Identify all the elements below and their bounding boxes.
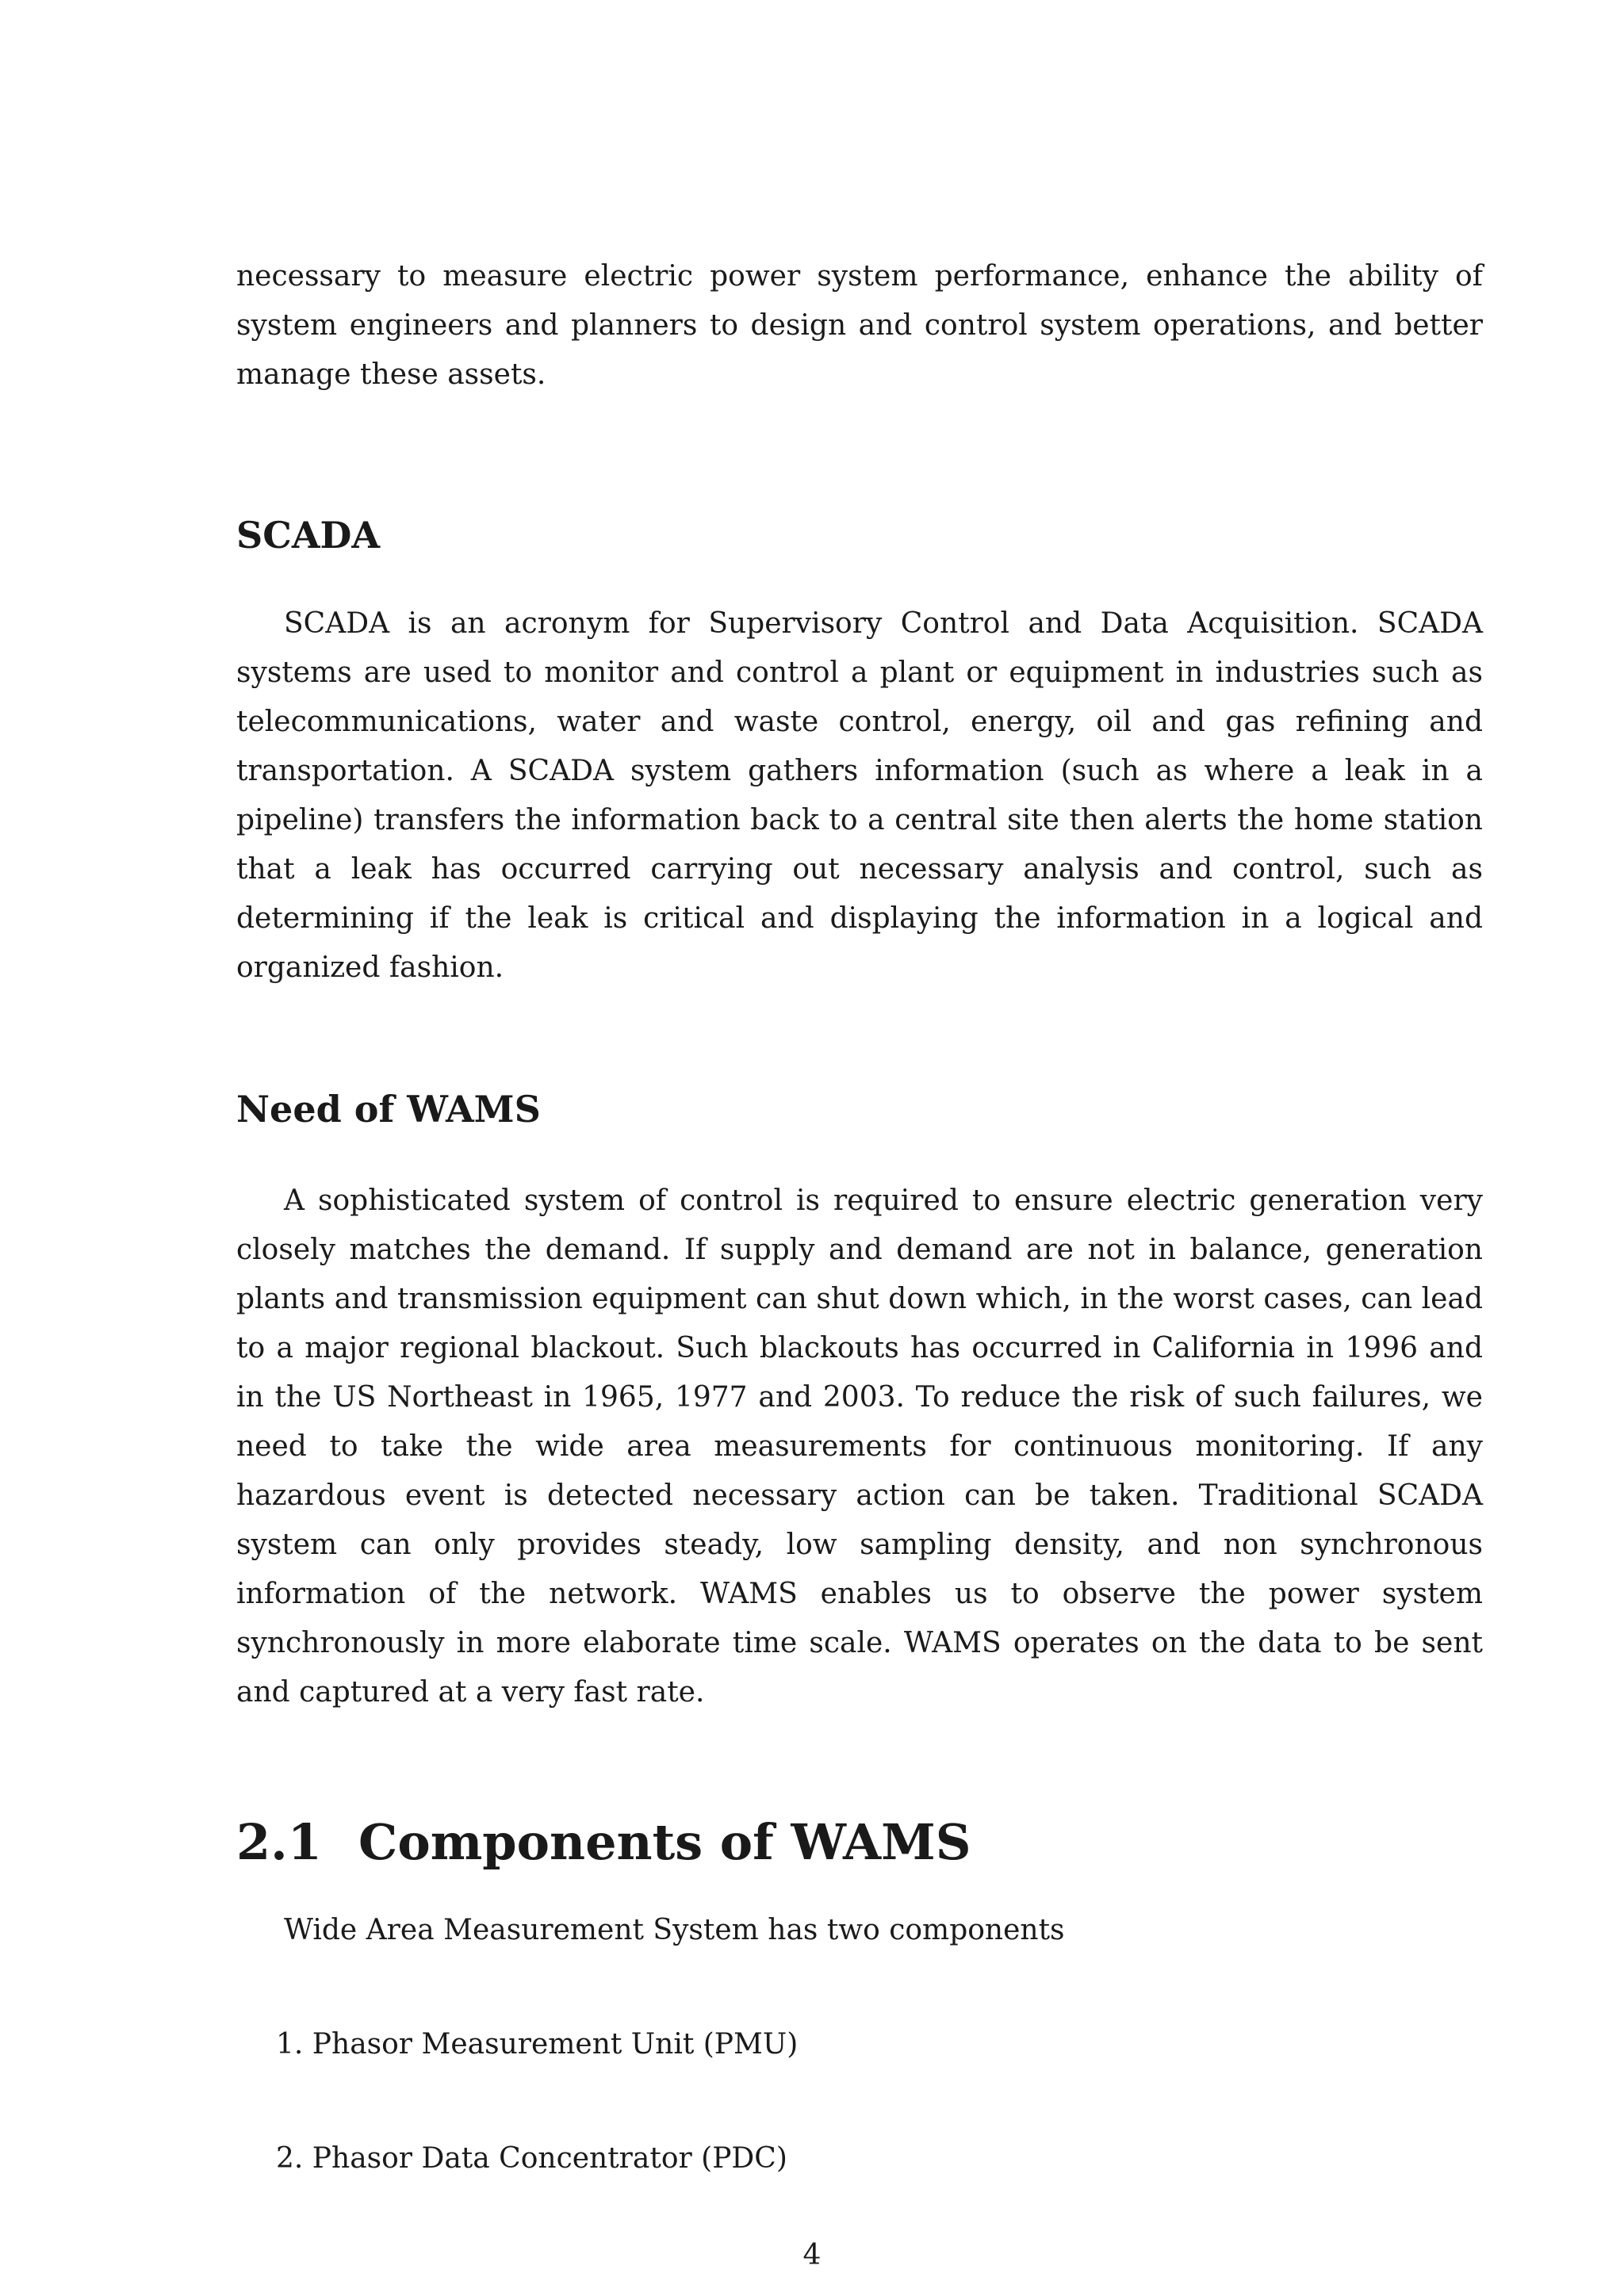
components-list: [236, 2020, 1483, 2183]
page-number: 4: [802, 2239, 822, 2271]
list-item: 1. Phasor Measurement Unit (PMU): [276, 2028, 799, 2061]
components-intro: Wide Area Measurement System has two components: [284, 1914, 1065, 1946]
section-number: 2.1: [236, 1813, 322, 1871]
scada-paragraph: SCADA is an acronym for Supervisory Control and Data Acquisition. SCADA systems are used to monitor and control a plant or equipment in industries such as telecommunications, water and waste control, energy, oil and gas refining and transportation. A SCADA system gathers information (such as where a leak in a pipeline) transfers the information back to a central site then alerts the home station that a leak has occurred carrying out necessary analysis and control, such as determining if the leak is critical and displaying the information in a logical and organized fashion.: [236, 607, 1483, 984]
section-title: Components of WAMS: [358, 1813, 971, 1871]
need-of-wams-paragraph: A sophisticated system of control is required to ensure electric generation very closely matches the demand. If supply and demand are not in balance, generation plants and transmission equipment can shut down which, in the worst cases, can lead to a major regional blackout. Such blackouts has occurred in California in 1996 and in the US Northeast in 1965, 1977 and 2003. To reduce the risk of such failures, we need to take the wide area measurements for continuous monitoring. If any hazardous event is detected necessary action can be taken. Traditional SCADA system can only provides steady, low sampling density, and non synchronous information of the network. WAMS enables us to observe the power system synchronously in more elaborate time scale. WAMS operates on the data to be sent and captured at a very fast rate.: [236, 1184, 1483, 1709]
need-of-wams-heading: Need of WAMS: [236, 1088, 541, 1131]
scada-heading: SCADA: [236, 514, 381, 557]
page-content: [236, 252, 1483, 2183]
list-item: 2. Phasor Data Concentrator (PDC): [276, 2142, 787, 2175]
intro-paragraph: necessary to measure electric power system performance, enhance the ability of system engineers and planners to design and control system operations, and better manage these assets.: [236, 260, 1483, 391]
section-heading-components: [236, 1811, 1483, 1874]
